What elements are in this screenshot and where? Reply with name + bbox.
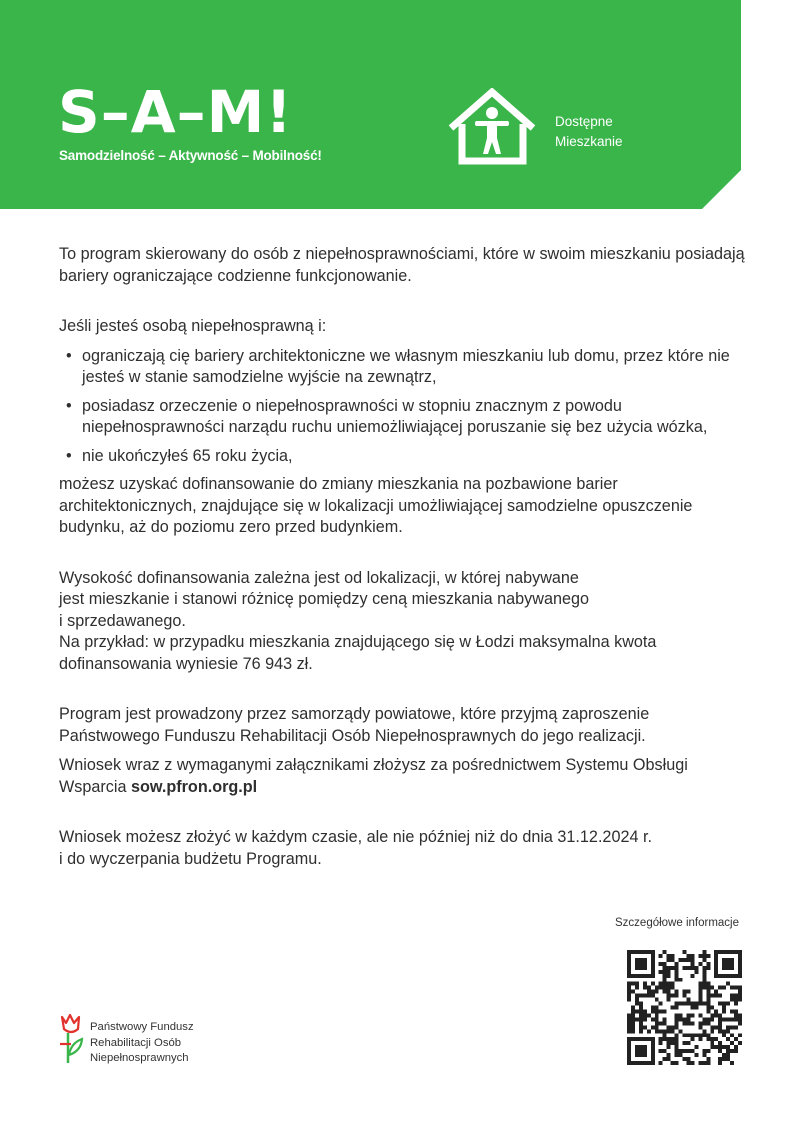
condition-item: • nie ukończyłeś 65 roku życia, xyxy=(59,446,749,468)
qr-code-icon[interactable] xyxy=(627,950,742,1065)
module-label-line1: Dostępne xyxy=(555,114,613,129)
module-label-line2: Mieszkanie xyxy=(555,134,623,149)
intro-paragraph: To program skierowany do osób z niepełnosprawnościami, które w swoim mieszkaniu posiadają bariery ograniczające codzienne funkcjonowanie. xyxy=(59,245,745,285)
conditions-lead: Jeśli jesteś osobą niepełnosprawną i: xyxy=(59,317,327,335)
pfron-name-line1: Państwowy Fundusz xyxy=(90,1021,194,1033)
pfron-name-line3: Niepełnosprawnych xyxy=(90,1052,189,1064)
main-content xyxy=(59,244,749,870)
accessible-house-icon xyxy=(447,88,537,166)
conditions-list xyxy=(59,346,749,468)
conditions-result: możesz uzyskać dofinansowanie do zmiany mieszkania na pozbawione barier architektonicznych, znajdujące się w lokalizacji umożliwiającej samodzielne opuszczenie budynku, aż do poziomu zero przed budynkiem. xyxy=(59,475,693,536)
module-label xyxy=(555,112,623,152)
sow-link[interactable]: sow.pfron.org.pl xyxy=(130,777,258,796)
funding-example: Na przykład: w przypadku mieszkania znajdującego się w Łodzi maksymalna kwota dofinansowania wyniesie 76 943 zł. xyxy=(59,633,657,673)
pfron-name xyxy=(90,1020,194,1067)
pfron-name-line2: Rehabilitacji Osób xyxy=(90,1036,182,1049)
pfron-tulip-logo-icon xyxy=(57,1013,85,1063)
pfron-logo xyxy=(57,1013,194,1068)
application-paragraph xyxy=(59,755,749,798)
funding-line-2: jest mieszkanie i stanowi różnicę pomiędzy ceną mieszkania nabywanego xyxy=(59,590,589,608)
condition-item: • posiadasz orzeczenie o niepełnosprawności w stopniu znacznym z powodu niepełnosprawności narządu ruchu uniemożliwiającej poruszanie się bez użycia wózka, xyxy=(59,396,749,439)
deadline-line-2: i do wyczerpania budżetu Programu. xyxy=(59,849,322,868)
application-text: Wniosek wraz z wymaganymi załącznikami złożysz za pośrednictwem Systemu Obsługi Wsparcia xyxy=(59,756,688,796)
condition-item: • ograniczają cię bariery architektoniczne we własnym mieszkaniu lub domu, przez które nie jesteś w stanie samodzielne wyjście na zewnątrz, xyxy=(59,346,749,389)
details-label: Szczegółowe informacje xyxy=(615,917,740,929)
program-logo: S–A–M! xyxy=(58,78,293,146)
funding-line-1: Wysokość dofinansowania zależna jest od lokalizacji, w której nabywane xyxy=(59,568,579,587)
program-tagline: Samodzielność – Aktywność – Mobilność! xyxy=(59,148,322,163)
operator-paragraph: Program jest prowadzony przez samorządy powiatowe, które przyjmą zaproszenie Państwowego Funduszu Rehabilitacji Osób Niepełnosprawnych do jego realizacji. xyxy=(59,705,650,745)
deadline-line-1: Wniosek możesz złożyć w każdym czasie, ale nie później niż do dnia 31.12.2024 r. xyxy=(59,828,652,846)
funding-line-3: i sprzedawanego. xyxy=(59,611,186,630)
